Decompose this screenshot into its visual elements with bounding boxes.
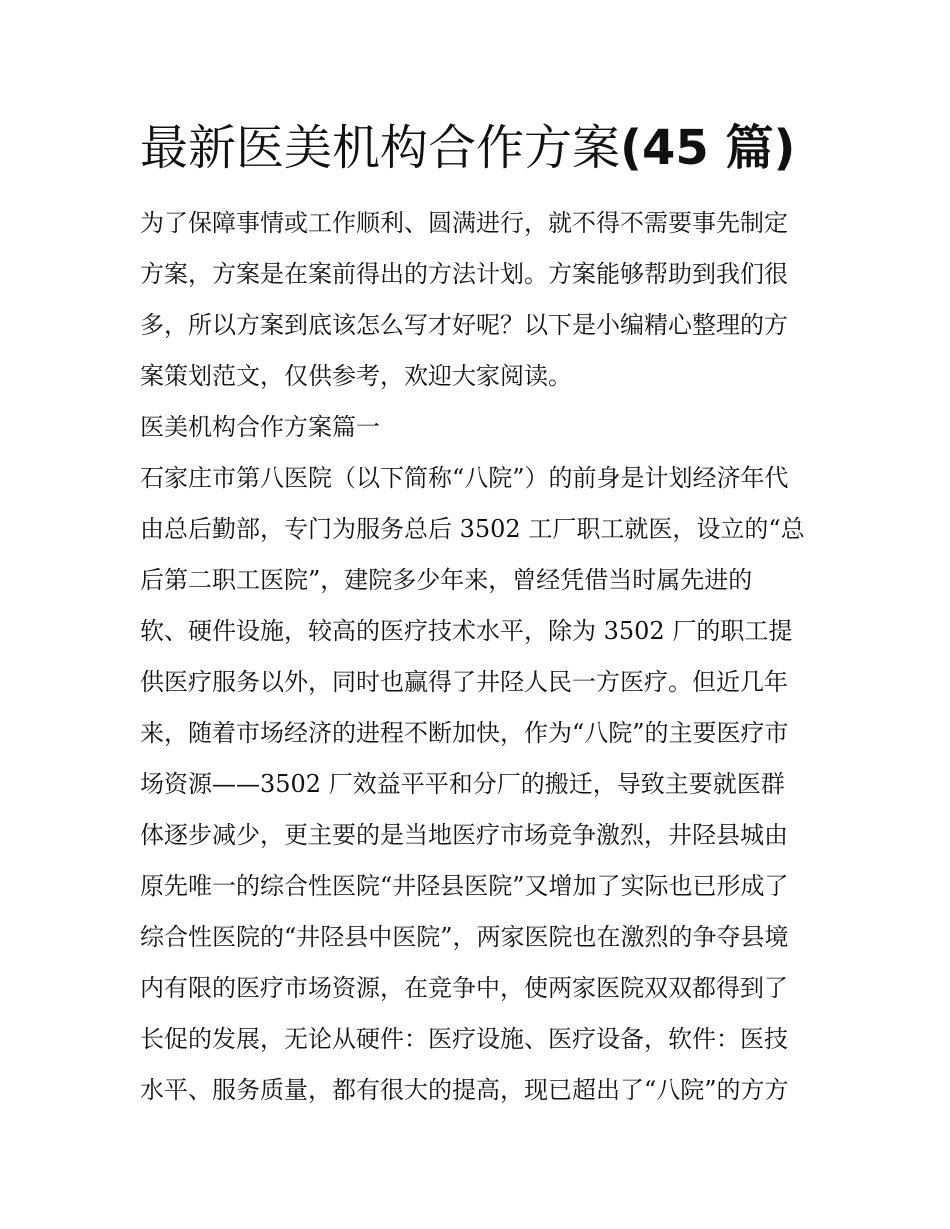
body-line: 方案，方案是在案前得出的方法计划。方案能够帮助到我们很 (140, 260, 788, 288)
body-line: 场资源——3502 厂效益平平和分厂的搬迁，导致主要就医群 (140, 770, 785, 798)
document-title (140, 112, 840, 184)
title-main-text: 最新医美机构合作方案 (140, 120, 621, 176)
body-line: 案策划范文，仅供参考，欢迎大家阅读。 (140, 362, 572, 390)
document-body (140, 198, 820, 1116)
body-line: 为了保障事情或工作顺利、圆满进行，就不得不需要事先制定 (140, 209, 788, 237)
body-line: 供医疗服务以外，同时也赢得了井陉人民一方医疗。但近几年 (140, 668, 788, 696)
body-line: 综合性医院的“井陉县中医院”，两家医院也在激烈的争夺县境 (140, 923, 789, 951)
title-count-text: (45 篇) (620, 120, 796, 176)
body-line: 后第二职工医院”，建院多少年来，曾经凭借当时属先进的 (140, 566, 753, 594)
body-line: 长促的发展，无论从硬件：医疗设施、医疗设备，软件：医技 (140, 1025, 788, 1053)
body-line: 水平、服务质量，都有很大的提高，现已超出了“八院”的方方 (140, 1076, 789, 1104)
body-line: 内有限的医疗市场资源，在竞争中，使两家医院双双都得到了 (140, 974, 788, 1002)
body-line: 多，所以方案到底该怎么写才好呢？以下是小编精心整理的方 (140, 311, 788, 339)
body-line: 软、硬件设施，较高的医疗技术水平，除为 3502 厂的职工提 (140, 617, 793, 645)
body-line: 石家庄市第八医院（以下简称“八院”）的前身是计划经济年代 (140, 464, 789, 492)
section-heading: 医美机构合作方案篇一 (140, 413, 380, 441)
body-line: 原先唯一的综合性医院“井陉县医院”又增加了实际也已形成了 (140, 872, 789, 900)
body-line: 体逐步减少，更主要的是当地医疗市场竞争激烈，井陉县城由 (140, 821, 788, 849)
body-line: 由总后勤部，专门为服务总后 3502 工厂职工就医，设立的“总 (140, 515, 805, 543)
body-line: 来，随着市场经济的进程不断加快，作为“八院”的主要医疗市 (140, 719, 789, 747)
